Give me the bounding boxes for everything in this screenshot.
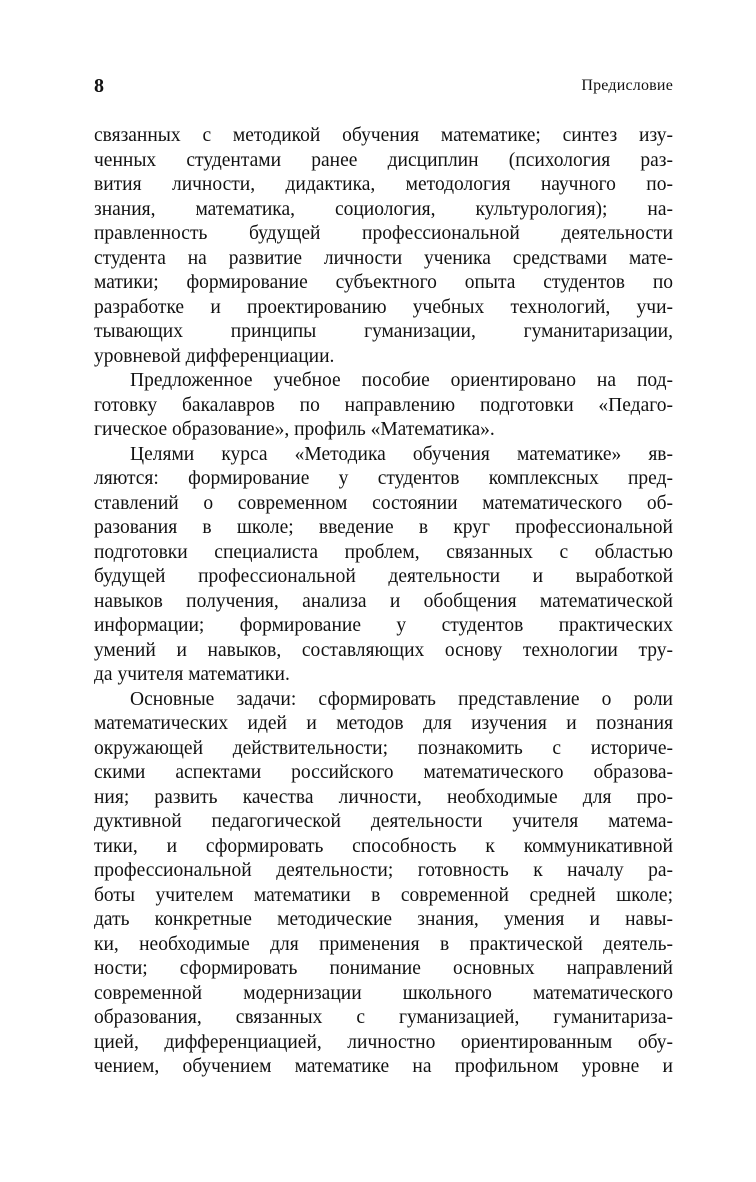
text-line: да учителя математики. (94, 664, 290, 685)
text-line: информации; формирование у студентов практических (94, 615, 673, 636)
text-line: Основные задачи: сформировать представление о роли (130, 688, 673, 710)
text-line: разования в школе; введение в круг профессиональной (94, 517, 673, 538)
text-line: цией, дифференциацией, личностно ориентированным обу- (94, 1031, 673, 1053)
text-line: матики; формирование субъектного опыта студентов по (94, 272, 673, 293)
text-line: Предложенное учебное пособие ориентировано на под- (130, 370, 673, 391)
text-line: ченных студентами ранее дисциплин (психология раз- (94, 149, 673, 171)
text-line: ставлений о современном состоянии математического об- (94, 492, 673, 514)
text-line: математических идей и методов для изучения и познания (94, 713, 673, 734)
body-text (94, 124, 673, 1080)
text-line: умений и навыков, составляющих основу технологии тру- (94, 639, 673, 661)
text-line: современной модернизации школьного математического (94, 982, 673, 1004)
page-number: 8 (94, 75, 104, 97)
text-line: ности; сформировать понимание основных направлений (94, 958, 673, 979)
text-line: знания, математика, социология, культурология); на- (94, 198, 673, 220)
text-line: уровневой дифференциации. (94, 345, 335, 367)
text-line: окружающей действительности; познакомить с историче- (94, 737, 673, 759)
text-line: тики, и сформировать способность к коммуникативной (94, 835, 673, 857)
text-line: гическое образование», профиль «Математика». (94, 419, 495, 440)
text-line: ляются: формирование у студентов комплексных пред- (94, 468, 673, 489)
text-line: ки, необходимые для применения в практической деятель- (94, 933, 673, 955)
text-line: вития личности, дидактика, методология научного по- (94, 174, 673, 195)
text-line: будущей профессиональной деятельности и выработкой (94, 566, 673, 587)
text-line: связанных с методикой обучения математике; синтез изу- (94, 125, 673, 146)
running-head (94, 72, 673, 100)
text-line: дуктивной педагогической деятельности учителя матема- (94, 811, 673, 832)
paragraph (94, 443, 673, 688)
paragraph (94, 124, 673, 369)
text-line: студента на развитие личности ученика средствами мате- (94, 247, 673, 269)
section-title: Предисловие (581, 77, 673, 94)
text-line: Целями курса «Методика обучения математике» яв- (130, 443, 673, 465)
text-line: дать конкретные методические знания, умения и навы- (94, 909, 673, 930)
text-line: образования, связанных с гуманизацией, гуманитариза- (94, 1007, 673, 1028)
paragraph (94, 369, 673, 443)
text-line: тывающих принципы гуманизации, гуманитаризации, (94, 321, 673, 342)
text-line: подготовки специалиста проблем, связанных с областью (94, 541, 673, 563)
text-line: готовку бакалавров по направлению подготовки «Педаго- (94, 394, 673, 416)
text-line: навыков получения, анализа и обобщения математической (94, 590, 673, 612)
text-line: ния; развить качества личности, необходимые для про- (94, 786, 673, 808)
text-line: боты учителем математики в современной средней школе; (94, 884, 673, 906)
text-line: разработке и проектированию учебных технологий, учи- (94, 296, 673, 318)
text-line: чением, обучением математике на профильном уровне и (94, 1056, 673, 1077)
paragraph (94, 688, 673, 1080)
text-line: профессиональной деятельности; готовность к началу ра- (94, 860, 673, 881)
text-line: скими аспектами российского математического образова- (94, 762, 673, 783)
text-line: правленность будущей профессиональной деятельности (94, 223, 673, 244)
